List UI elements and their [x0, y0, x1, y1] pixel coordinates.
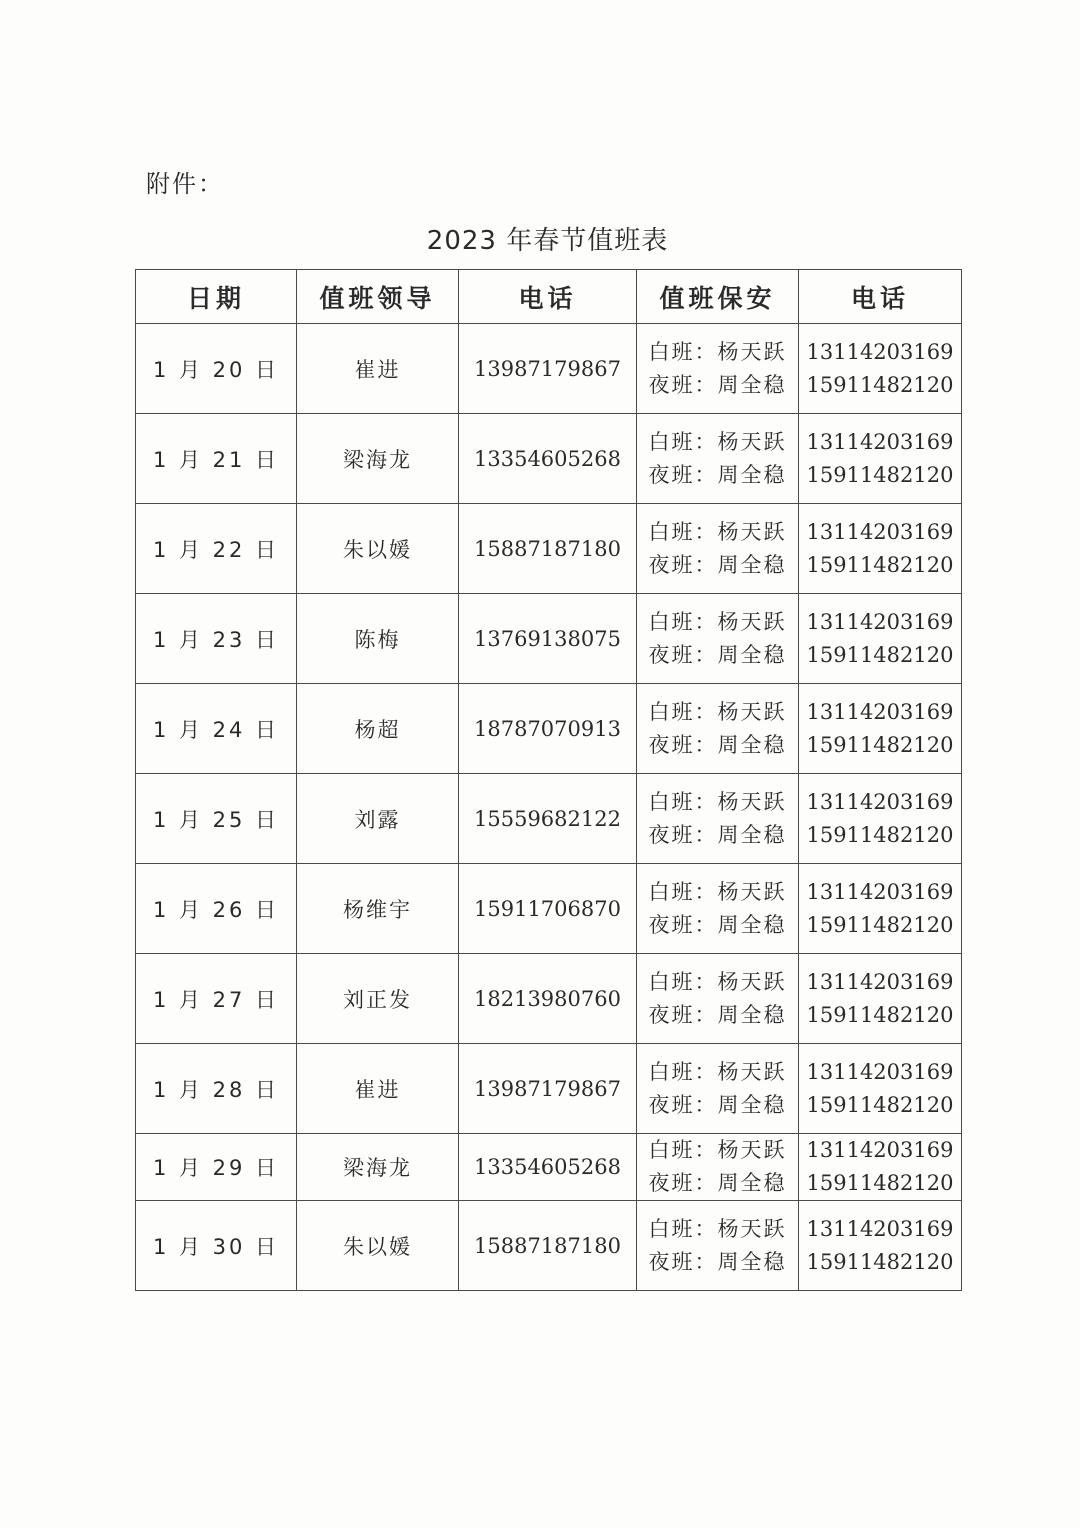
guard-day-phone: 13114203169 — [806, 609, 954, 634]
leader-phone-cell: 13987179867 — [459, 324, 637, 414]
guard-night-phone: 15911482120 — [806, 462, 954, 487]
date-cell: 1 月 21 日 — [136, 414, 297, 504]
leader-phone-cell: 13987179867 — [459, 1044, 637, 1134]
guard-night-shift: 夜班：周全稳 — [648, 462, 787, 487]
guard-day-shift: 白班：杨天跃 — [648, 789, 787, 814]
guard-day-shift: 白班：杨天跃 — [648, 609, 787, 634]
guard-cell — [637, 324, 799, 414]
leader-phone-cell: 13769138075 — [459, 594, 637, 684]
date-cell: 1 月 28 日 — [136, 1044, 297, 1134]
leader-cell: 崔进 — [297, 1044, 459, 1134]
guard-night-shift: 夜班：周全稳 — [648, 372, 787, 397]
guard-night-shift: 夜班：周全稳 — [648, 552, 787, 577]
guard-night-shift: 夜班：周全稳 — [648, 1249, 787, 1274]
leader-phone-cell: 18213980760 — [459, 954, 637, 1044]
guard-day-shift: 白班：杨天跃 — [648, 1059, 787, 1084]
leader-phone-cell: 18787070913 — [459, 684, 637, 774]
leader-cell: 杨超 — [297, 684, 459, 774]
guard-day-phone: 13114203169 — [806, 1216, 954, 1241]
guard-night-phone: 15911482120 — [806, 912, 954, 937]
header-duty-guard: 值班保安 — [637, 270, 799, 324]
guard-day-shift: 白班：杨天跃 — [648, 1138, 787, 1162]
date-cell: 1 月 29 日 — [136, 1134, 297, 1201]
guard-phone-cell — [799, 414, 962, 504]
table-header-row — [136, 270, 962, 324]
table-row — [136, 414, 962, 504]
guard-phone-cell — [799, 954, 962, 1044]
table-row — [136, 774, 962, 864]
leader-cell: 杨维宇 — [297, 864, 459, 954]
guard-day-phone: 13114203169 — [806, 969, 954, 994]
table-row — [136, 684, 962, 774]
guard-day-phone: 13114203169 — [806, 879, 954, 904]
guard-day-shift: 白班：杨天跃 — [648, 519, 787, 544]
leader-cell: 崔进 — [297, 324, 459, 414]
header-guard-phone: 电话 — [799, 270, 962, 324]
table-row — [136, 954, 962, 1044]
guard-day-shift: 白班：杨天跃 — [648, 339, 787, 364]
guard-day-phone: 13114203169 — [806, 339, 954, 364]
guard-day-phone: 13114203169 — [806, 1059, 954, 1084]
leader-phone-cell: 15887187180 — [459, 504, 637, 594]
table-row — [136, 1134, 962, 1201]
guard-cell — [637, 594, 799, 684]
guard-day-phone: 13114203169 — [806, 519, 954, 544]
guard-phone-cell — [799, 684, 962, 774]
header-leader-phone: 电话 — [459, 270, 637, 324]
guard-day-phone: 13114203169 — [806, 789, 954, 814]
guard-day-shift: 白班：杨天跃 — [648, 699, 787, 724]
guard-night-phone: 15911482120 — [806, 1092, 954, 1117]
guard-phone-cell — [799, 504, 962, 594]
date-cell: 1 月 26 日 — [136, 864, 297, 954]
leader-cell: 刘正发 — [297, 954, 459, 1044]
date-cell: 1 月 25 日 — [136, 774, 297, 864]
guard-day-phone: 13114203169 — [806, 429, 954, 454]
leader-cell: 朱以媛 — [297, 504, 459, 594]
guard-night-shift: 夜班：周全稳 — [648, 822, 787, 847]
guard-cell — [637, 1134, 799, 1201]
header-duty-leader: 值班领导 — [297, 270, 459, 324]
leader-cell: 朱以媛 — [297, 1201, 459, 1291]
guard-cell — [637, 1201, 799, 1291]
leader-cell: 刘露 — [297, 774, 459, 864]
duty-schedule-table — [135, 269, 962, 1291]
table-row — [136, 1201, 962, 1291]
table-row — [136, 324, 962, 414]
leader-phone-cell: 15911706870 — [459, 864, 637, 954]
guard-cell — [637, 864, 799, 954]
table-row — [136, 504, 962, 594]
leader-cell: 陈梅 — [297, 594, 459, 684]
guard-cell — [637, 1044, 799, 1134]
guard-cell — [637, 684, 799, 774]
header-date: 日期 — [136, 270, 297, 324]
guard-cell — [637, 774, 799, 864]
guard-night-phone: 15911482120 — [806, 1249, 954, 1274]
table-row — [136, 594, 962, 684]
guard-night-phone: 15911482120 — [806, 372, 954, 397]
guard-night-phone: 15911482120 — [806, 1171, 954, 1195]
guard-cell — [637, 954, 799, 1044]
guard-day-phone: 13114203169 — [806, 1138, 954, 1162]
guard-night-shift: 夜班：周全稳 — [648, 732, 787, 757]
leader-cell: 梁海龙 — [297, 414, 459, 504]
guard-day-shift: 白班：杨天跃 — [648, 429, 787, 454]
table-row — [136, 1044, 962, 1134]
guard-phone-cell — [799, 864, 962, 954]
guard-night-shift: 夜班：周全稳 — [648, 1092, 787, 1117]
guard-cell — [637, 504, 799, 594]
date-cell: 1 月 23 日 — [136, 594, 297, 684]
guard-day-shift: 白班：杨天跃 — [648, 969, 787, 994]
guard-phone-cell — [799, 324, 962, 414]
guard-night-phone: 15911482120 — [806, 732, 954, 757]
leader-phone-cell: 13354605268 — [459, 1134, 637, 1201]
guard-phone-cell — [799, 1134, 962, 1201]
guard-cell — [637, 414, 799, 504]
leader-phone-cell: 13354605268 — [459, 414, 637, 504]
date-cell: 1 月 24 日 — [136, 684, 297, 774]
guard-night-shift: 夜班：周全稳 — [648, 1171, 787, 1195]
guard-night-phone: 15911482120 — [806, 1002, 954, 1027]
guard-night-phone: 15911482120 — [806, 822, 954, 847]
guard-day-shift: 白班：杨天跃 — [648, 1216, 787, 1241]
guard-day-phone: 13114203169 — [806, 699, 954, 724]
date-cell: 1 月 22 日 — [136, 504, 297, 594]
leader-phone-cell: 15887187180 — [459, 1201, 637, 1291]
attachment-label: 附件： — [146, 170, 224, 198]
guard-night-phone: 15911482120 — [806, 552, 954, 577]
leader-cell: 梁海龙 — [297, 1134, 459, 1201]
guard-phone-cell — [799, 1201, 962, 1291]
date-cell: 1 月 20 日 — [136, 324, 297, 414]
guard-phone-cell — [799, 594, 962, 684]
guard-night-shift: 夜班：周全稳 — [648, 1002, 787, 1027]
document-title: 2023 年春节值班表 — [426, 226, 669, 256]
date-cell: 1 月 30 日 — [136, 1201, 297, 1291]
date-cell: 1 月 27 日 — [136, 954, 297, 1044]
guard-day-shift: 白班：杨天跃 — [648, 879, 787, 904]
guard-night-shift: 夜班：周全稳 — [648, 642, 787, 667]
leader-phone-cell: 15559682122 — [459, 774, 637, 864]
guard-night-phone: 15911482120 — [806, 642, 954, 667]
guard-phone-cell — [799, 774, 962, 864]
guard-phone-cell — [799, 1044, 962, 1134]
guard-night-shift: 夜班：周全稳 — [648, 912, 787, 937]
table-row — [136, 864, 962, 954]
